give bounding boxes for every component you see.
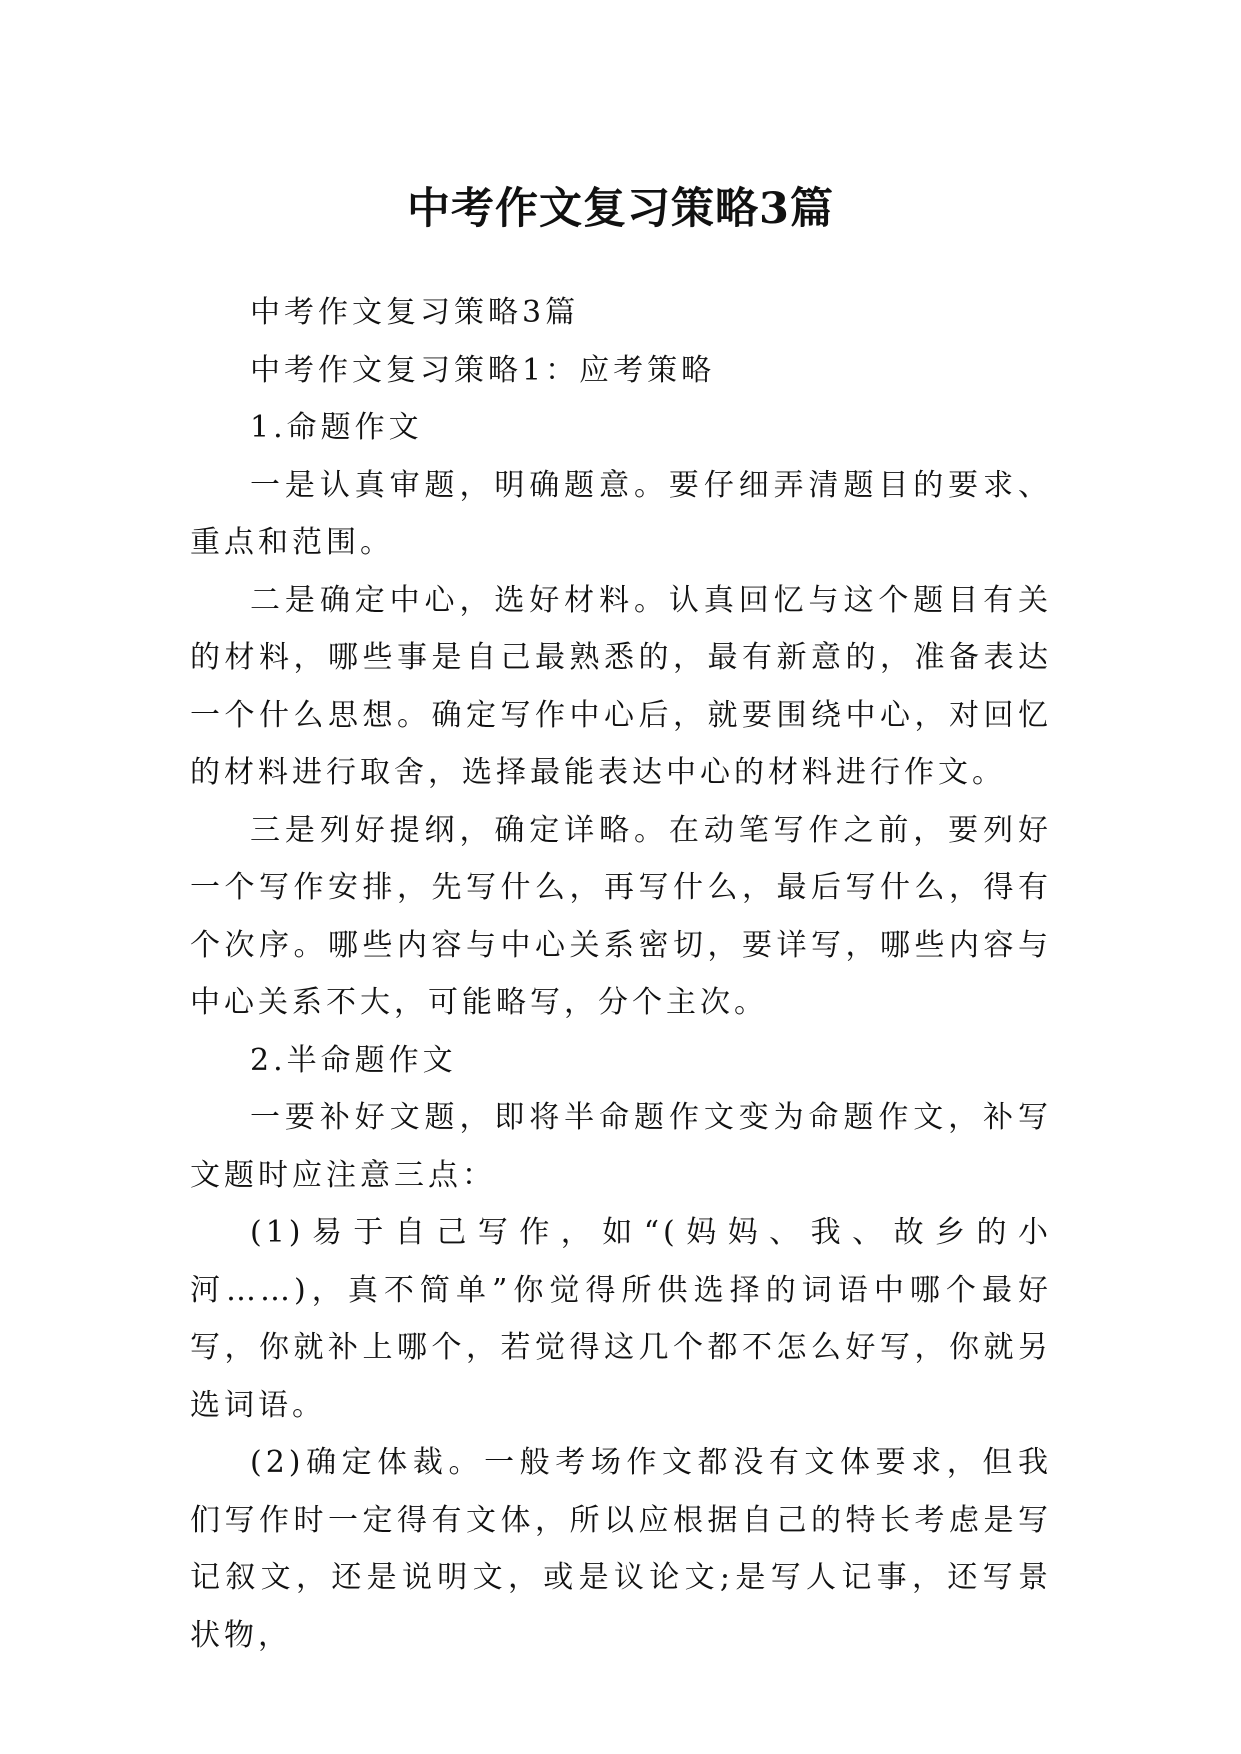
paragraph: 三是列好提纲，确定详略。在动笔写作之前，要列好一个写作安排，先写什么，再写什么，最后写什么，得有个次序。哪些内容与中心关系密切，要详写，哪些内容与中心关系不大，可能略写，分个主次。	[190, 812, 1052, 1020]
paragraph: 1.命题作文	[250, 410, 423, 445]
paragraph: 中考作文复习策略1：应考策略	[250, 352, 716, 388]
paragraph: 一要补好文题，即将半命题作文变为命题作文，补写文题时应注意三点：	[190, 1100, 1052, 1193]
paragraph: (1)易于自己写作，如“(妈妈、我、故乡的小河……)，真不简单”你觉得所供选择的词语中哪个最好写，你就补上哪个，若觉得这几个都不怎么好写，你就另选词语。	[190, 1215, 1052, 1423]
paragraph: 中考作文复习策略3篇	[250, 295, 580, 330]
document-body	[190, 284, 1052, 1664]
paragraph: 二是确定中心，选好材料。认真回忆与这个题目有关的材料，哪些事是自己最熟悉的，最有新意的，准备表达一个什么思想。确定写作中心后，就要围绕中心，对回忆的材料进行取舍，选择最能表达中心的材料进行作文。	[190, 582, 1052, 790]
paragraph: 一是认真审题，明确题意。要仔细弄清题目的要求、重点和范围。	[190, 467, 1052, 560]
document-title: 中考作文复习策略3篇	[407, 183, 834, 234]
paragraph: (2)确定体裁。一般考场作文都没有文体要求，但我们写作时一定得有文体，所以应根据自己的特长考虑是写记叙文，还是说明文，或是议论文;是写人记事，还写景状物，	[190, 1445, 1052, 1653]
paragraph: 2.半命题作文	[250, 1042, 457, 1078]
